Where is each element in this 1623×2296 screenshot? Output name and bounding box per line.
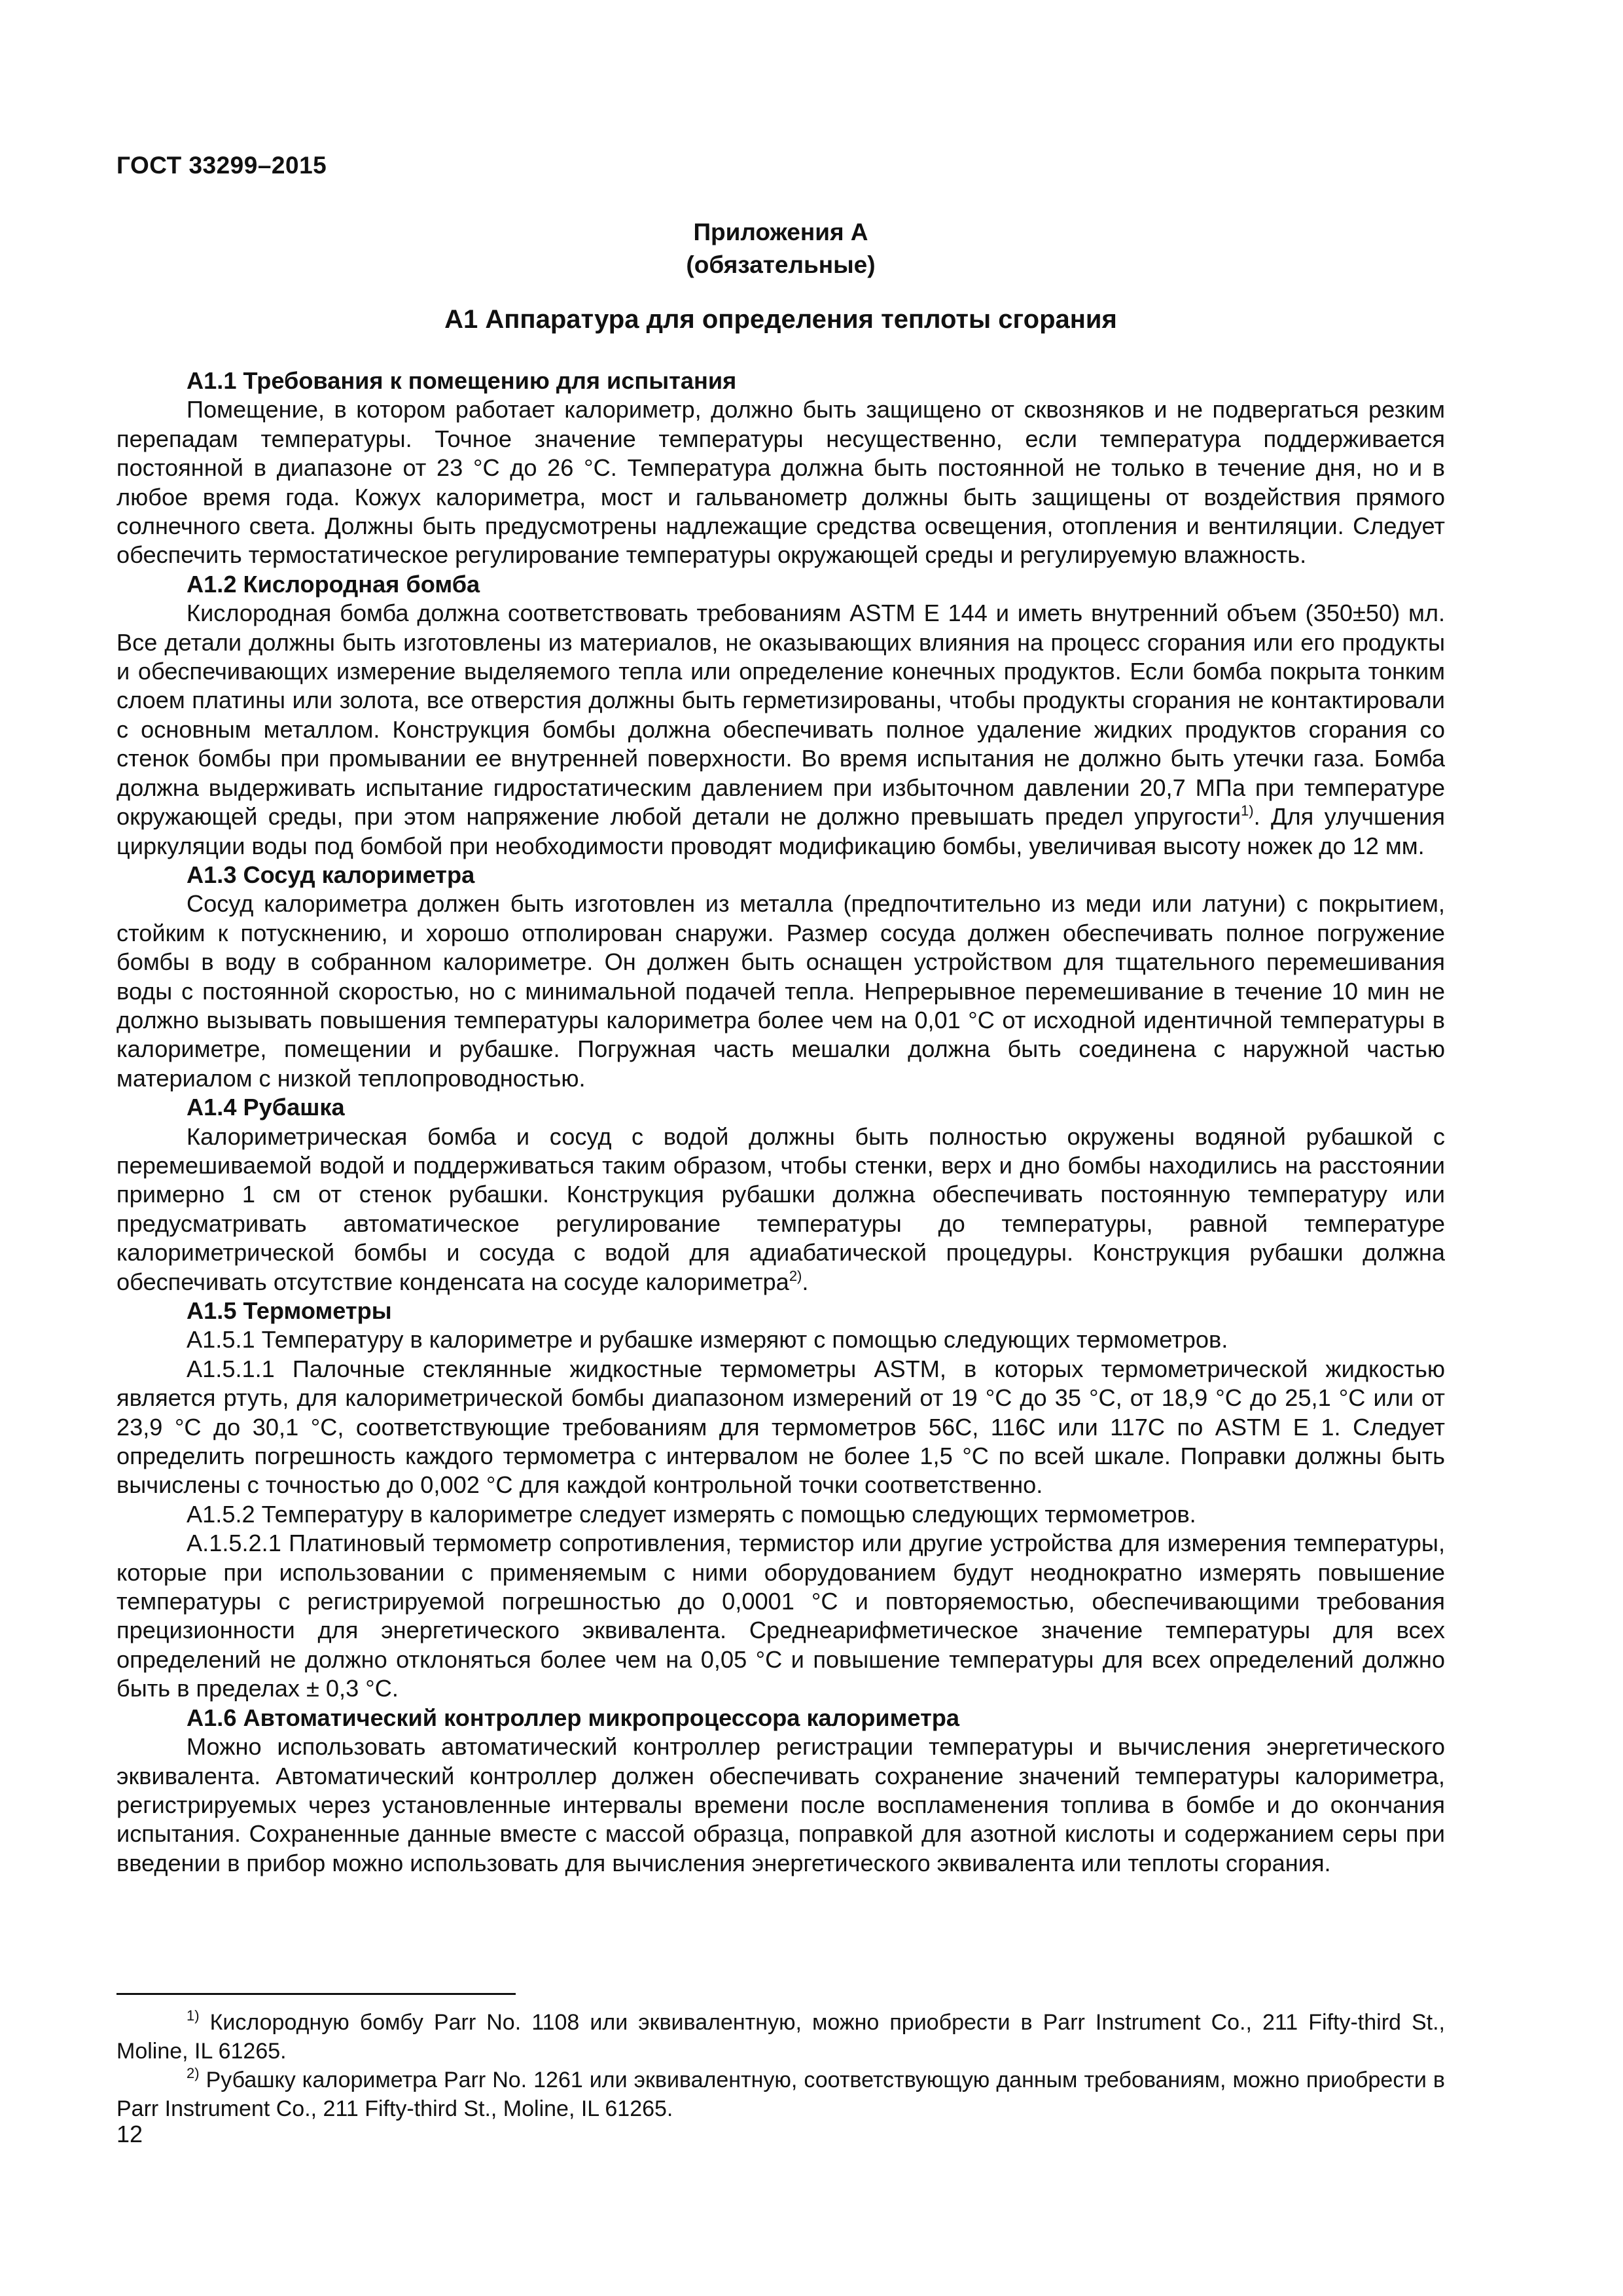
paragraph-a1-5-1: А1.5.1 Температуру в калориметре и рубашке измеряют с помощью следующих термометров. (187, 1326, 1228, 1354)
paragraph-a1-3: Сосуд калориметра должен быть изготовлен из металла (предпочтительно из меди или латуни) с покрытием, стойким к потускнению, и хорошо отполирован снаружи. Размер сосуда должен обеспечивать полное погружение бомбы в воду в собранном калориметре. Он должен быть оснащен устройством для тщательного перемешивания воды с постоянной скоростью, но с минимальной подачей тепла. Непрерывное перемешивание в течение 10 мин не должно вызывать повышения температуры калориметра более чем на 0,01 °С от исходной идентичной температуры в калориметре, помещении и рубашке. Погружная часть мешалки должна быть соединена с наружной частью материалом с низкой теплопроводностью. (116, 890, 1445, 1092)
section-heading-a1-3: А1.3 Сосуд калориметра (187, 861, 475, 888)
section-heading-a1-5: А1.5 Термометры (187, 1297, 392, 1324)
footnotes (116, 2008, 1445, 2123)
section-heading-a1-6: А1.6 Автоматический контроллер микропроцессора калориметра (187, 1704, 960, 1731)
paragraph-a1-4-part2: . (802, 1268, 809, 1295)
footnote-separator (116, 1993, 516, 1995)
appendix-subtitle: (обязательные) (686, 251, 876, 278)
paragraph-a1-1: Помещение, в котором работает калориметр, должно быть защищено от сквозняков и не подвергаться резким перепадам температуры. Точное значение температуры несущественно, если температура поддерживается постоянной в диапазоне от 23 °С до 26 °С. Температура должна быть постоянной не только в течение дня, но и в любое время года. Кожух калориметра, мост и гальванометр должны быть защищены от воздействия прямого солнечного света. Должны быть предусмотрены надлежащие средства освещения, отопления и вентиляции. Следует обеспечить термостатическое регулирование температуры окружающей среды и регулируемую влажность. (116, 396, 1445, 569)
footnote-1 (116, 2008, 1445, 2066)
page-number: 12 (116, 2121, 143, 2147)
paragraph-a1-5-2-1: А.1.5.2.1 Платиновый термометр сопротивления, термистор или другие устройства для измерения температуры, которые при использовании с применяемым с ними оборудованием будут неоднократно измерять повышение температуры с регистрируемой погрешностью до 0,0001 °С и повторяемостью, обеспечивающими требования прецизионности для энергетического эквивалента. Среднеарифметическое значение температуры для всех определений не должно отклоняться более чем на 0,05 °С и повышение температуры для всех определений должно быть в пределах ± 0,3 °С. (116, 1530, 1445, 1702)
appendix-title-block (116, 216, 1445, 281)
section-heading-a1-1: А1.1 Требования к помещению для испытания (187, 367, 737, 394)
section-heading-a1-4: А1.4 Рубашка (187, 1094, 345, 1121)
section-title: А1 Аппаратура для определения теплоты сгорания (444, 305, 1117, 334)
footnote-text-2: Рубашку калориметра Parr No. 1261 или эквивалентную, соответствующую данным требованиям, можно приобрести в Parr Instrument Co., 211 Fifty-third St., Moline, IL 61265. (116, 2068, 1445, 2121)
appendix-title: Приложения А (693, 219, 868, 245)
paragraph-a1-5-1-1: А1.5.1.1 Палочные стеклянные жидкостные термометры ASTM, в которых термометрической жидкостью является ртуть, для калориметрической бомбы диапазоном измерений от 19 °С до 35 °С, от 18,9 °С до 25,1 °С или от 23,9 °С до 30,1 °С, соответствующие требованиям для термометров 56С, 116С или 117С по ASTM Е 1. Следует определить погрешность каждого термометра с интервалом не более 1,5 °С по всей шкале. Поправки должны быть вычислены с точностью до 0,002 °С для каждой контрольной точки соответственно. (116, 1355, 1445, 1499)
document-header: ГОСТ 33299–2015 (116, 152, 327, 179)
footnote-ref-2: 2) (789, 1267, 802, 1284)
footnote-mark-2: 2) (187, 2065, 200, 2081)
document-body (116, 367, 1445, 1878)
section-heading-a1-2: А1.2 Кислородная бомба (187, 570, 480, 598)
footnote-text-1: Кислородную бомбу Parr No. 1108 или эквивалентную, можно приобрести в Parr Instrument Co., 211 Fifty-third St., Moline, IL 61265. (116, 2010, 1445, 2064)
paragraph-a1-5-2: А1.5.2 Температуру в калориметре следует измерять с помощью следующих термометров. (187, 1500, 1196, 1528)
footnote-mark-1: 1) (187, 2007, 200, 2024)
footnote-2 (116, 2066, 1445, 2123)
footnote-ref-1: 1) (1241, 802, 1254, 819)
paragraph-a1-4-part1: Калориметрическая бомба и сосуд с водой должны быть полностью окружены водяной рубашкой с перемешиваемой водой и поддерживаться таким образом, чтобы стенки, верх и дно бомбы находились на расстоянии примерно 1 см от стенок рубашки. Конструкция рубашки должна обеспечивать постоянную температуру или предусматривать автоматическое регулирование температуры до температуры, равной температуре калориметрической бомбы и сосуда с водой для адиабатической процедуры. Конструкция рубашки должна обеспечивать отсутствие конденсата на сосуде калориметра (116, 1122, 1445, 1295)
paragraph-a1-2-part2: . Для улучшения циркуляции воды под бомбой при необходимости проводят модификацию бомбы, увеличивая высоту ножек до 12 мм. (116, 803, 1445, 859)
paragraph-a1-4 (116, 1122, 1445, 1297)
paragraph-a1-2 (116, 599, 1445, 861)
paragraph-a1-6: Можно использовать автоматический контроллер регистрации температуры и вычисления энергетического эквивалента. Автоматический контроллер должен обеспечивать сохранение значений температуры калориметра, регистрируемых через установленные интервалы времени после воспламенения топлива в бомбе и до окончания испытания. Сохраненные данные вместе с массой образца, поправкой для азотной кислоты и содержанием серы при введении в прибор можно использовать для вычисления энергетического эквивалента или теплоты сгорания. (116, 1733, 1445, 1876)
paragraph-a1-2-part1: Кислородная бомба должна соответствовать требованиям ASTM Е 144 и иметь внутренний объем (350±50) мл. Все детали должны быть изготовлены из материалов, не оказывающих влияния на процесс сгорания или его продукты и обеспечивающих измерение выделяемого тепла или определение конечных продуктов. Если бомба покрыта тонким слоем платины или золота, все отверстия должны быть герметизированы, чтобы продукты сгорания не контактировали с основным металлом. Конструкция бомбы должна обеспечивать полное удаление жидких продуктов сгорания со стенок бомбы при промывании ее внутренней поверхности. Во время испытания не должно быть утечки газа. Бомба должна выдерживать испытание гидростатическим давлением при избыточном давлении 20,7 МПа при температуре окружающей среды, при этом напряжение любой детали не должно превышать предел упругости (116, 600, 1445, 831)
